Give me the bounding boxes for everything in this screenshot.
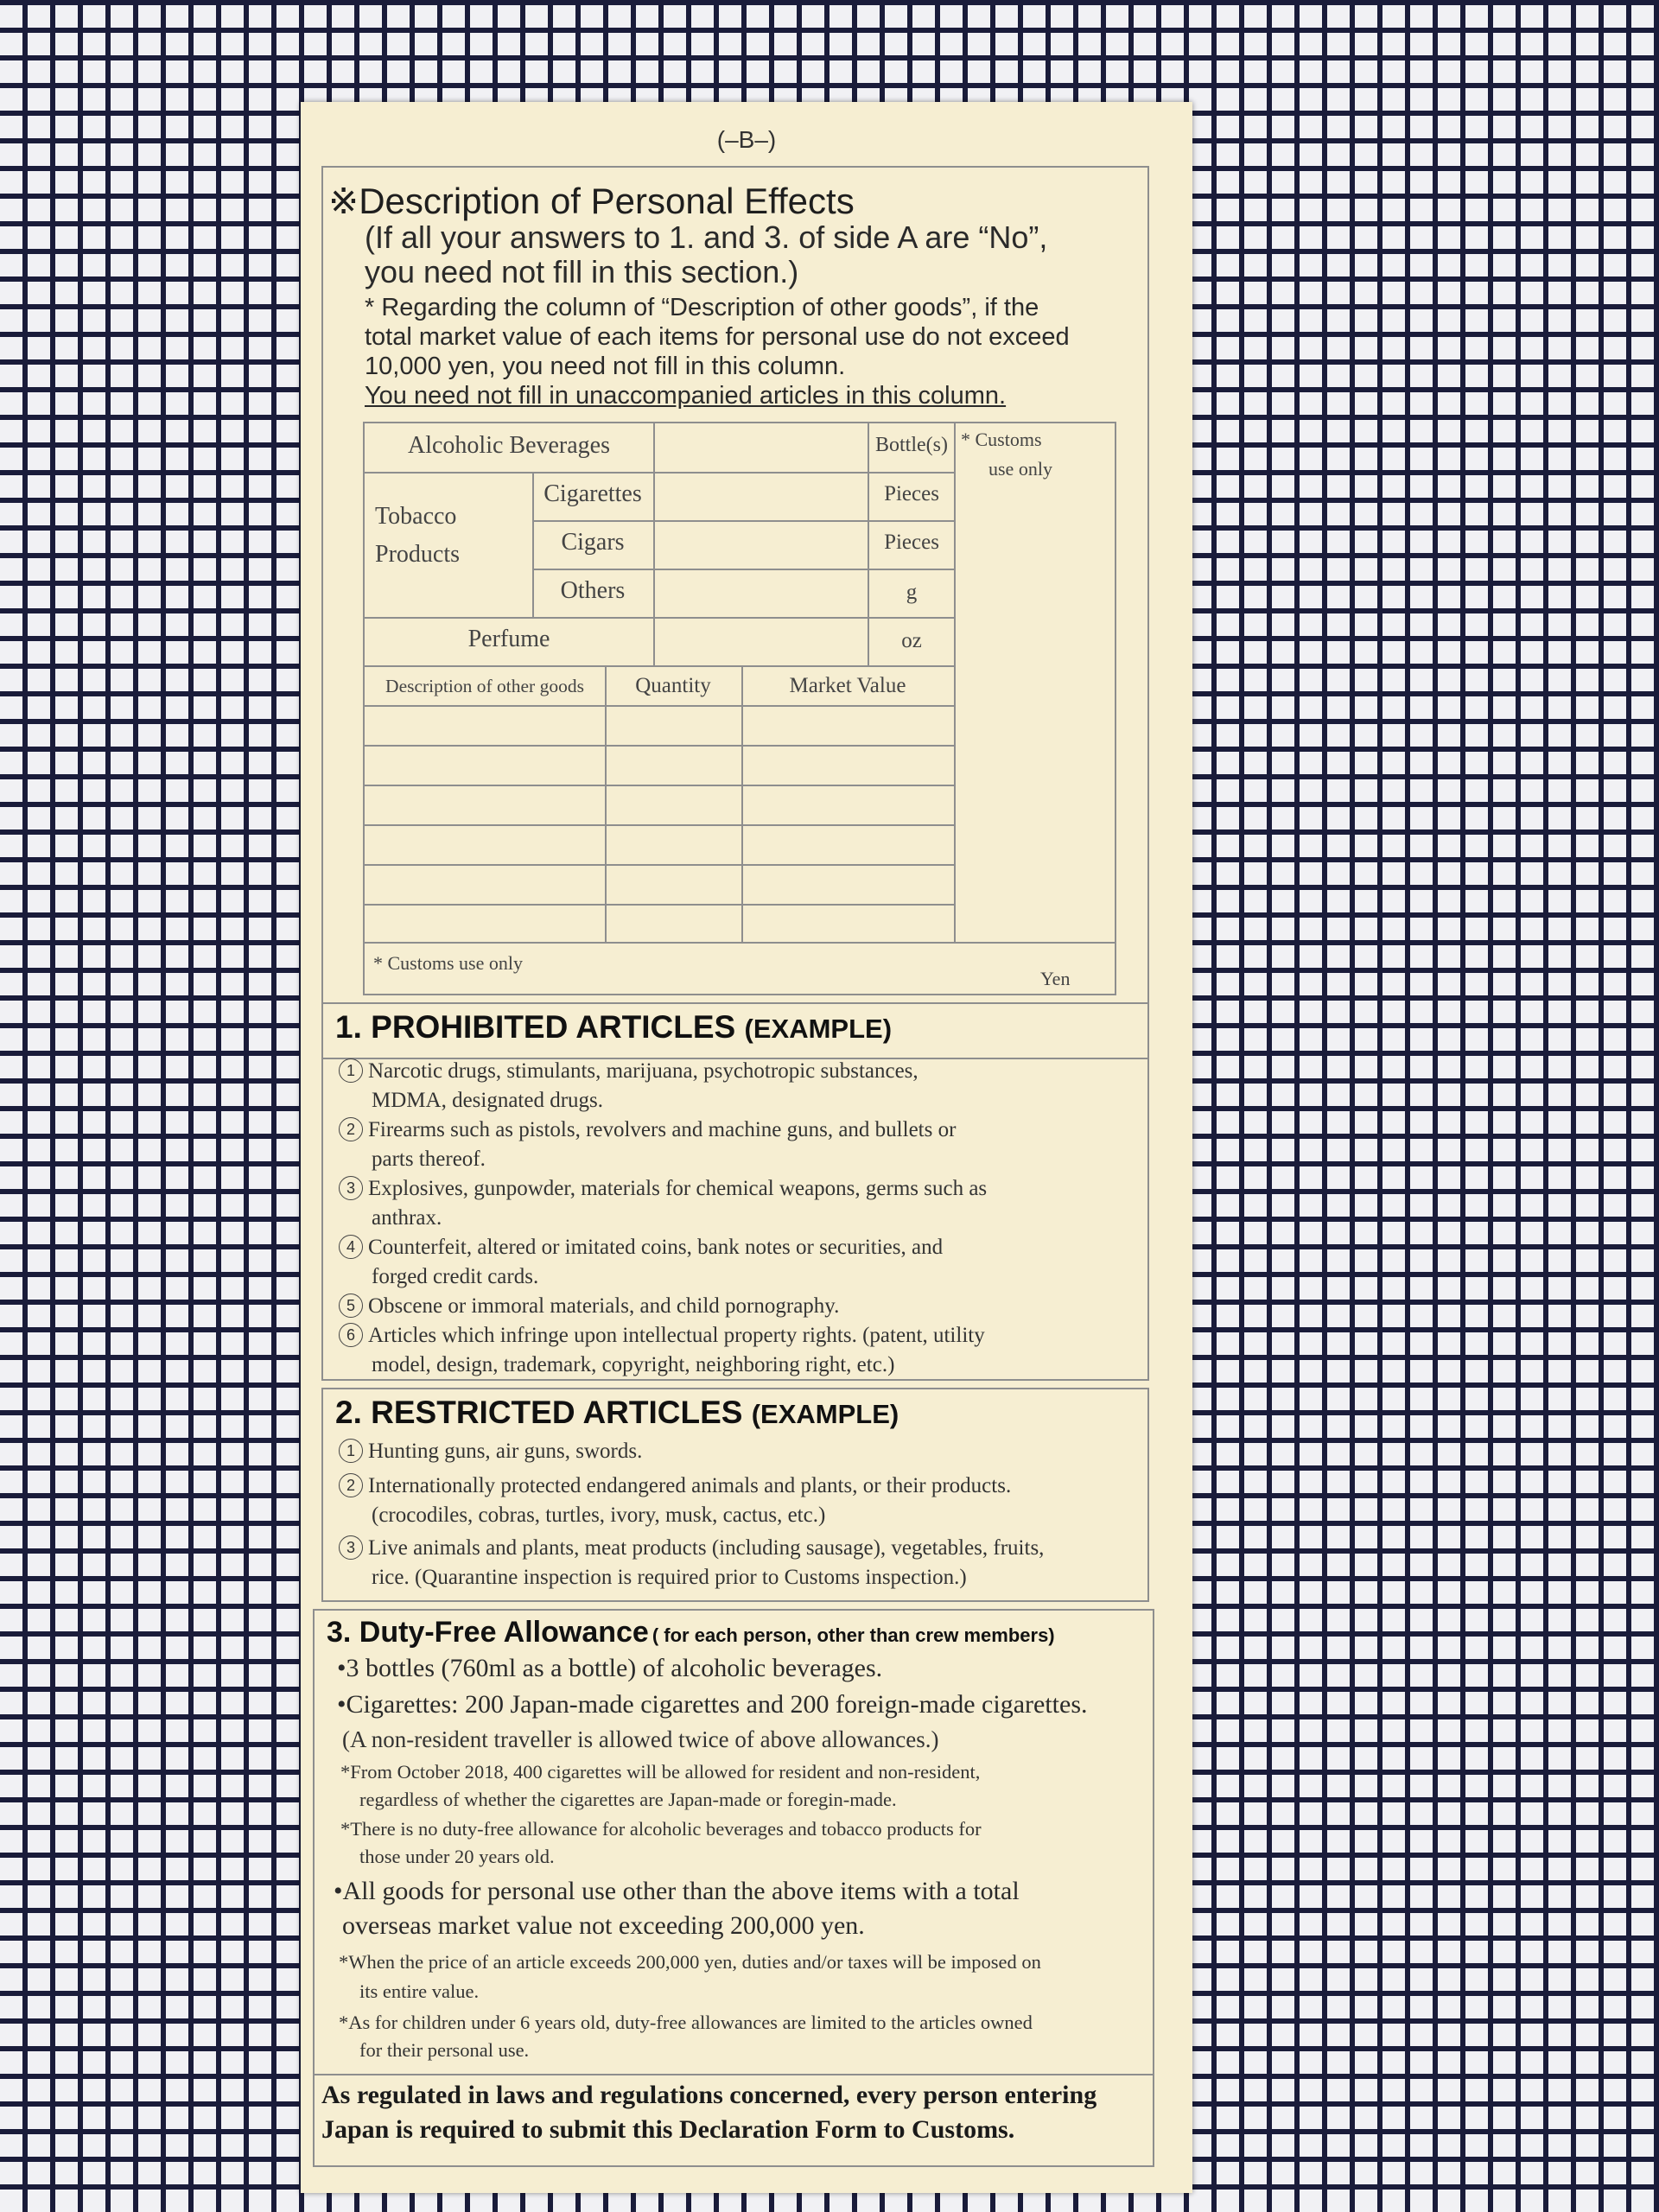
circled-number-5: 5 bbox=[339, 1294, 363, 1318]
children-note-line2: for their personal use. bbox=[359, 2039, 530, 2061]
age-note-line2: those under 20 years old. bbox=[359, 1846, 555, 1867]
duty-free-title-text: 3. Duty-Free Allowance bbox=[327, 1616, 649, 1649]
cigarettes-label: Cigarettes bbox=[543, 480, 642, 507]
declaration-requirement-line1: As regulated in laws and regulations concerned, every person entering bbox=[321, 2081, 1097, 2109]
circled-number-1: 1 bbox=[339, 1058, 363, 1083]
duty-free-qualifier: ( for each person, other than crew members) bbox=[652, 1624, 1055, 1646]
prohibited-item-3-cont: anthrax. bbox=[372, 1206, 442, 1230]
perfume-input[interactable] bbox=[655, 619, 866, 664]
restricted-title bbox=[335, 1395, 899, 1431]
alcoholic-beverages-label: Alcoholic Beverages bbox=[407, 432, 611, 459]
prohibited-item-4: 4 Counterfeit, altered or imitated coins, bank notes or securities, and bbox=[339, 1236, 943, 1261]
age-note-line1: *There is no duty-free allowance for alcoholic beverages and tobacco products for bbox=[340, 1818, 982, 1840]
tobacco-others-input[interactable] bbox=[655, 570, 866, 615]
personal-effects-note-line3: 10,000 yen, you need not fill in this column. bbox=[365, 353, 846, 380]
customs-use-bottom-label: * Customs use only bbox=[373, 952, 523, 974]
price-note-line1: *When the price of an article exceeds 200,000 yen, duties and/or taxes will be imposed on bbox=[339, 1951, 1041, 1973]
alcoholic-beverages-input[interactable] bbox=[655, 425, 866, 470]
prohibited-articles-section bbox=[321, 1002, 1149, 1381]
circled-number-6: 6 bbox=[339, 1323, 363, 1347]
personal-effects-note-line2: total market value of each items for personal use do not exceed bbox=[365, 323, 1070, 351]
tobacco-others-label: Others bbox=[560, 577, 626, 604]
yen-label: Yen bbox=[1040, 968, 1071, 989]
duty-free-allowance-section bbox=[313, 1609, 1154, 2167]
personal-effects-section bbox=[321, 166, 1149, 1059]
personal-effects-note-line4: You need not fill in unaccompanied articles in this column. bbox=[365, 382, 1007, 410]
prohibited-item-6-cont: model, design, trademark, copyright, neighboring right, etc.) bbox=[372, 1353, 895, 1376]
restricted-item-3: 3 Live animals and plants, meat products (including sausage), vegetables, fruits, bbox=[339, 1536, 1044, 1561]
customs-use-label-line2: use only bbox=[988, 458, 1052, 480]
restricted-item-3-cont: rice. (Quarantine inspection is required prior to Customs inspection.) bbox=[372, 1566, 967, 1589]
circled-number-2: 2 bbox=[339, 1473, 363, 1497]
cigars-input[interactable] bbox=[655, 522, 866, 567]
price-note-line2: its entire value. bbox=[359, 1980, 480, 2002]
restricted-title-text: 2. RESTRICTED ARTICLES bbox=[335, 1395, 743, 1430]
restricted-item-1: 1 Hunting guns, air guns, swords. bbox=[339, 1440, 642, 1465]
prohibited-example-label: (EXAMPLE) bbox=[744, 1014, 893, 1044]
oz-unit: oz bbox=[901, 629, 922, 652]
cigarettes-unit: Pieces bbox=[884, 482, 939, 505]
duty-free-title bbox=[327, 1616, 1055, 1649]
other-goods-allowance-line1: •All goods for personal use other than the above items with a total bbox=[334, 1877, 1020, 1905]
side-label: (–B–) bbox=[716, 126, 777, 153]
other-goods-allowance-line2: overseas market value not exceeding 200,000 yen. bbox=[342, 1911, 865, 1940]
prohibited-item-2-cont: parts thereof. bbox=[372, 1147, 486, 1171]
other-goods-entry-area[interactable] bbox=[366, 707, 952, 940]
cigarettes-input[interactable] bbox=[655, 474, 866, 518]
personal-effects-subtitle-line2: you need not fill in this section.) bbox=[365, 254, 799, 289]
prohibited-item-1: 1 Narcotic drugs, stimulants, marijuana, psychotropic substances, bbox=[339, 1059, 918, 1084]
perfume-label: Perfume bbox=[467, 626, 550, 652]
prohibited-title-text: 1. PROHIBITED ARTICLES bbox=[335, 1009, 736, 1045]
cigarette-2018-note-line1: *From October 2018, 400 cigarettes will be allowed for resident and non-resident, bbox=[340, 1761, 981, 1783]
personal-effects-subtitle-line1: (If all your answers to 1. and 3. of side A are “No”, bbox=[365, 219, 1048, 255]
restricted-item-2-cont: (crocodiles, cobras, turtles, ivory, musk, cactus, etc.) bbox=[372, 1503, 826, 1527]
bottles-unit: Bottle(s) bbox=[875, 434, 948, 456]
prohibited-item-3: 3 Explosives, gunpowder, materials for chemical weapons, germs such as bbox=[339, 1177, 987, 1202]
col-description-header: Description of other goods bbox=[385, 676, 584, 696]
cigarette-2018-note-line2: regardless of whether the cigarettes are Japan-made or foregin-made. bbox=[359, 1789, 897, 1810]
circled-number-1: 1 bbox=[339, 1439, 363, 1463]
personal-effects-title: ※Description of Personal Effects bbox=[328, 181, 855, 221]
circled-number-3: 3 bbox=[339, 1176, 363, 1200]
alcohol-allowance: •3 bottles (760ml as a bottle) of alcoholic beverages. bbox=[337, 1654, 883, 1682]
personal-effects-note-line1: * Regarding the column of “Description of other goods”, if the bbox=[365, 294, 1039, 321]
restricted-example-label: (EXAMPLE) bbox=[751, 1399, 899, 1429]
restricted-item-2: 2 Internationally protected endangered animals and plants, or their products. bbox=[339, 1474, 1011, 1499]
grams-unit: g bbox=[906, 581, 918, 604]
declaration-form-side-b bbox=[301, 102, 1192, 2193]
circled-number-3: 3 bbox=[339, 1535, 363, 1560]
prohibited-item-2: 2 Firearms such as pistols, revolvers and machine guns, and bullets or bbox=[339, 1118, 956, 1143]
circled-number-4: 4 bbox=[339, 1235, 363, 1259]
restricted-articles-section bbox=[321, 1388, 1149, 1602]
non-resident-note: (A non-resident traveller is allowed twice of above allowances.) bbox=[342, 1726, 939, 1752]
col-market-value-header: Market Value bbox=[789, 674, 906, 697]
col-quantity-header: Quantity bbox=[635, 674, 711, 697]
tobacco-label-line2: Products bbox=[375, 541, 460, 568]
circled-number-2: 2 bbox=[339, 1117, 363, 1141]
prohibited-item-6: 6 Articles which infringe upon intellectual property rights. (patent, utility bbox=[339, 1324, 985, 1349]
prohibited-item-4-cont: forged credit cards. bbox=[372, 1265, 539, 1288]
cigarette-allowance: •Cigarettes: 200 Japan-made cigarettes and 200 foreign-made cigarettes. bbox=[337, 1690, 1088, 1719]
prohibited-title bbox=[335, 1009, 892, 1046]
children-note-line1: *As for children under 6 years old, duty-free allowances are limited to the articles owned bbox=[339, 2012, 1033, 2033]
prohibited-item-1-cont: MDMA, designated drugs. bbox=[372, 1089, 604, 1112]
prohibited-item-5: 5 Obscene or immoral materials, and child pornography. bbox=[339, 1294, 839, 1319]
cigars-label: Cigars bbox=[561, 529, 625, 556]
cigars-unit: Pieces bbox=[884, 531, 939, 554]
personal-effects-table bbox=[363, 422, 1116, 995]
tobacco-label-line1: Tobacco bbox=[375, 503, 457, 530]
customs-use-label-line1: * Customs bbox=[961, 429, 1042, 450]
declaration-requirement-line2: Japan is required to submit this Declaration Form to Customs. bbox=[321, 2115, 1015, 2144]
